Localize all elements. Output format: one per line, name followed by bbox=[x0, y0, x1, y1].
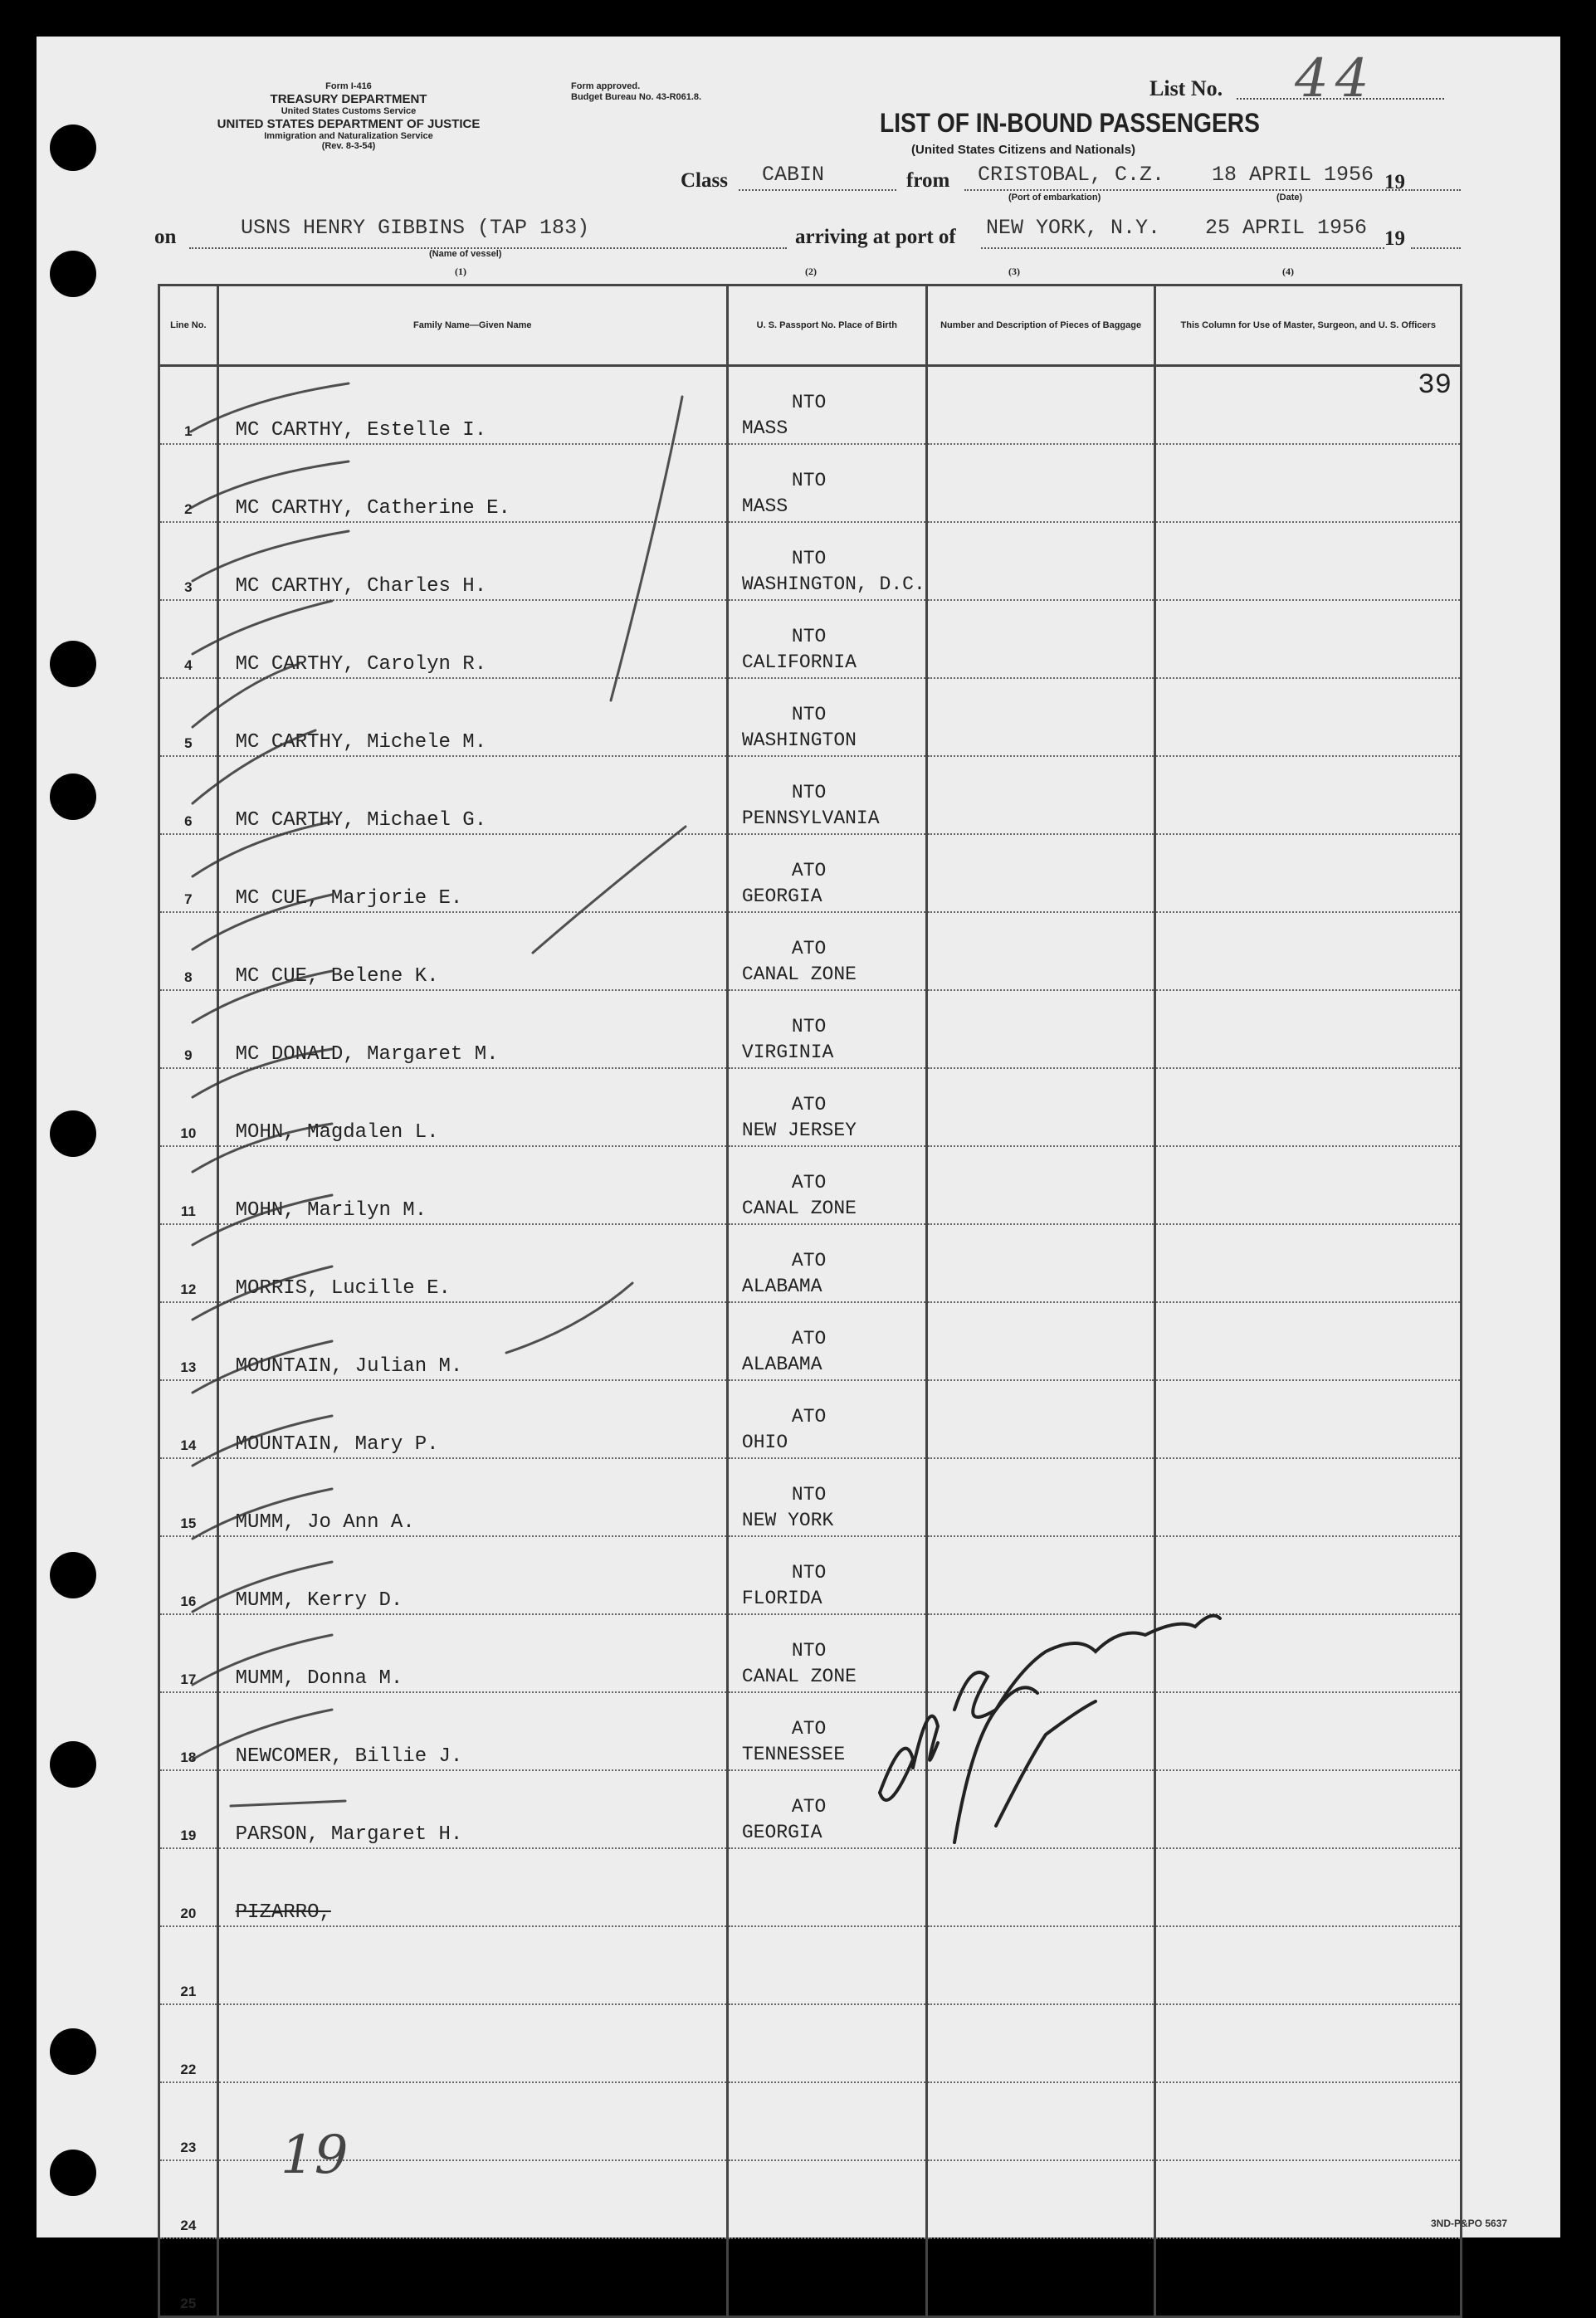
passenger-name: MC CARTHY, Charles H. bbox=[217, 522, 727, 600]
col-number-1: (1) bbox=[455, 266, 466, 277]
place-of-birth: ALABAMA bbox=[741, 1276, 822, 1297]
passenger-name: MUMM, Donna M. bbox=[217, 1614, 727, 1692]
place-of-birth: NEW YORK bbox=[741, 1510, 834, 1531]
passenger-name: MOHN, Magdalen L. bbox=[217, 1068, 727, 1146]
line-number: 1 bbox=[159, 366, 218, 445]
from-label: from bbox=[906, 169, 950, 192]
header-passport: U. S. Passport No. Place of Birth bbox=[727, 285, 926, 366]
line-number: 10 bbox=[159, 1068, 218, 1146]
passport-type: NTO bbox=[791, 1016, 827, 1037]
passenger-name: NEWCOMER, Billie J. bbox=[217, 1692, 727, 1770]
passport-type: NTO bbox=[791, 1484, 827, 1505]
arrival-date: 25 APRIL 1956 bbox=[1205, 216, 1368, 240]
line-number: 23 bbox=[159, 2082, 218, 2160]
place-of-birth: GEORGIA bbox=[741, 1822, 822, 1843]
passenger-name: MOHN, Marilyn M. bbox=[217, 1146, 727, 1224]
place-of-birth: MASS bbox=[741, 495, 788, 517]
line-number: 16 bbox=[159, 1536, 218, 1614]
port-caption: (Port of embarkation) bbox=[1008, 193, 1101, 203]
passenger-name: MC CUE, Belene K. bbox=[217, 912, 727, 990]
form-approved: Form approved. bbox=[571, 81, 641, 91]
passenger-name: PIZARRO, bbox=[217, 1848, 727, 1926]
place-of-birth: MASS bbox=[741, 417, 788, 439]
passenger-name: MC CARTHY, Catherine E. bbox=[217, 444, 727, 522]
line-number: 25 bbox=[159, 2238, 218, 2317]
customs-service: United States Customs Service bbox=[281, 105, 417, 116]
date-caption: (Date) bbox=[1276, 193, 1303, 203]
port-of-embarkation: CRISTOBAL, C.Z. bbox=[978, 163, 1165, 187]
line-number: 14 bbox=[159, 1380, 218, 1458]
list-no-label: List No. bbox=[1149, 76, 1223, 100]
place-of-birth: FLORIDA bbox=[741, 1588, 822, 1609]
passport-type: NTO bbox=[791, 704, 827, 725]
place-of-birth: WASHINGTON, D.C. bbox=[741, 573, 925, 595]
col-number-3: (3) bbox=[1008, 266, 1020, 277]
place-of-birth: CANAL ZONE bbox=[741, 1666, 857, 1687]
on-label: on bbox=[154, 226, 177, 248]
passport-type: NTO bbox=[791, 470, 827, 491]
line-number: 7 bbox=[159, 834, 218, 912]
vessel-name: USNS HENRY GIBBINS (TAP 183) bbox=[241, 216, 590, 240]
passport-type: NTO bbox=[791, 782, 827, 803]
page-subtitle: (United States Citizens and Nationals) bbox=[911, 143, 1136, 157]
line-number: 8 bbox=[159, 912, 218, 990]
line-number: 6 bbox=[159, 756, 218, 834]
passport-type: NTO bbox=[791, 548, 827, 569]
passport-type: ATO bbox=[791, 1094, 827, 1115]
passenger-name: MUMM, Kerry D. bbox=[217, 1536, 727, 1614]
passenger-name: PARSON, Margaret H. bbox=[217, 1770, 727, 1848]
passport-type: ATO bbox=[791, 1172, 827, 1193]
ins-service: Immigration and Naturalization Service bbox=[264, 130, 433, 141]
passenger-name: MOUNTAIN, Mary P. bbox=[217, 1380, 727, 1458]
passport-type: ATO bbox=[791, 860, 827, 881]
line-number: 4 bbox=[159, 600, 218, 678]
line-number: 19 bbox=[159, 1770, 218, 1848]
line-number: 11 bbox=[159, 1146, 218, 1224]
passport-type: ATO bbox=[791, 1328, 827, 1349]
line-number: 18 bbox=[159, 1692, 218, 1770]
place-of-birth: WASHINGTON bbox=[741, 730, 857, 751]
passenger-name: MC DONALD, Margaret M. bbox=[217, 990, 727, 1068]
class-label: Class bbox=[681, 169, 728, 192]
passport-type: ATO bbox=[791, 938, 827, 959]
passport-type: NTO bbox=[791, 626, 827, 647]
col-number-4: (4) bbox=[1282, 266, 1294, 277]
place-of-birth: OHIO bbox=[741, 1432, 788, 1453]
place-of-birth: ALABAMA bbox=[741, 1354, 822, 1375]
line-number: 20 bbox=[159, 1848, 218, 1926]
passenger-name: MC CARTHY, Michael G. bbox=[217, 756, 727, 834]
header-officers: This Column for Use of Master, Surgeon, and U. S. Officers bbox=[1155, 285, 1462, 366]
line-number: 13 bbox=[159, 1302, 218, 1380]
passport-type: ATO bbox=[791, 1250, 827, 1271]
place-of-birth: NEW JERSEY bbox=[741, 1120, 857, 1141]
vessel-caption: (Name of vessel) bbox=[429, 249, 502, 259]
justice-dept: UNITED STATES DEPARTMENT OF JUSTICE bbox=[217, 116, 481, 131]
revision-date: (Rev. 8-3-54) bbox=[321, 141, 376, 152]
passenger-name: MC CARTHY, Estelle I. bbox=[217, 366, 727, 445]
passport-type: ATO bbox=[791, 1718, 827, 1740]
line-number: 5 bbox=[159, 678, 218, 756]
passport-type: NTO bbox=[791, 1562, 827, 1584]
passport-type: NTO bbox=[791, 1640, 827, 1662]
header-baggage: Number and Description of Pieces of Baggage bbox=[926, 285, 1155, 366]
passenger-name: MC CARTHY, Carolyn R. bbox=[217, 600, 727, 678]
line-number: 15 bbox=[159, 1458, 218, 1536]
page-title: LIST OF IN-BOUND PASSENGERS bbox=[880, 108, 1260, 138]
passenger-name: MC CUE, Marjorie E. bbox=[217, 834, 727, 912]
passenger-name: MORRIS, Lucille E. bbox=[217, 1224, 727, 1302]
place-of-birth: TENNESSEE bbox=[741, 1744, 846, 1765]
place-of-birth: CANAL ZONE bbox=[741, 964, 857, 985]
line-number: 2 bbox=[159, 444, 218, 522]
year-prefix-b: 19 bbox=[1384, 227, 1405, 250]
line-number: 12 bbox=[159, 1224, 218, 1302]
header-name: Family Name—Given Name bbox=[217, 285, 727, 366]
line-number: 21 bbox=[159, 1926, 218, 2004]
passenger-name: MUMM, Jo Ann A. bbox=[217, 1458, 727, 1536]
passport-type: ATO bbox=[791, 1796, 827, 1818]
place-of-birth: VIRGINIA bbox=[741, 1042, 834, 1063]
line-number: 22 bbox=[159, 2004, 218, 2082]
treasury-dept: TREASURY DEPARTMENT bbox=[270, 91, 427, 106]
line-number: 24 bbox=[159, 2160, 218, 2238]
arrival-port: NEW YORK, N.Y. bbox=[986, 216, 1161, 240]
passport-type: ATO bbox=[791, 1406, 827, 1427]
passenger-name: MC CARTHY, Michele M. bbox=[217, 678, 727, 756]
line-number: 9 bbox=[159, 990, 218, 1068]
budget-bureau: Budget Bureau No. 43-R061.8. bbox=[571, 92, 702, 103]
departure-date: 18 APRIL 1956 bbox=[1212, 163, 1374, 187]
place-of-birth: CALIFORNIA bbox=[741, 651, 857, 673]
line-number: 3 bbox=[159, 522, 218, 600]
place-of-birth: GEORGIA bbox=[741, 886, 822, 907]
list-no-value: 44 bbox=[1295, 48, 1376, 110]
printer-code: 3ND-P&PO 5637 bbox=[1431, 2218, 1508, 2229]
line-number: 17 bbox=[159, 1614, 218, 1692]
place-of-birth: PENNSYLVANIA bbox=[741, 808, 880, 829]
year-prefix-a: 19 bbox=[1384, 171, 1405, 193]
passport-type: NTO bbox=[791, 392, 827, 413]
form-number: Form I-416 bbox=[325, 81, 372, 91]
arriving-label: arriving at port of bbox=[795, 226, 956, 248]
officers-note: 39 bbox=[1418, 370, 1452, 402]
class-value: CABIN bbox=[762, 163, 825, 187]
handwritten-passenger-count: 19 bbox=[281, 2125, 349, 2186]
col-number-2: (2) bbox=[805, 266, 817, 277]
place-of-birth: CANAL ZONE bbox=[741, 1198, 857, 1219]
passenger-name: MOUNTAIN, Julian M. bbox=[217, 1302, 727, 1380]
header-line-no: Line No. bbox=[159, 285, 218, 366]
